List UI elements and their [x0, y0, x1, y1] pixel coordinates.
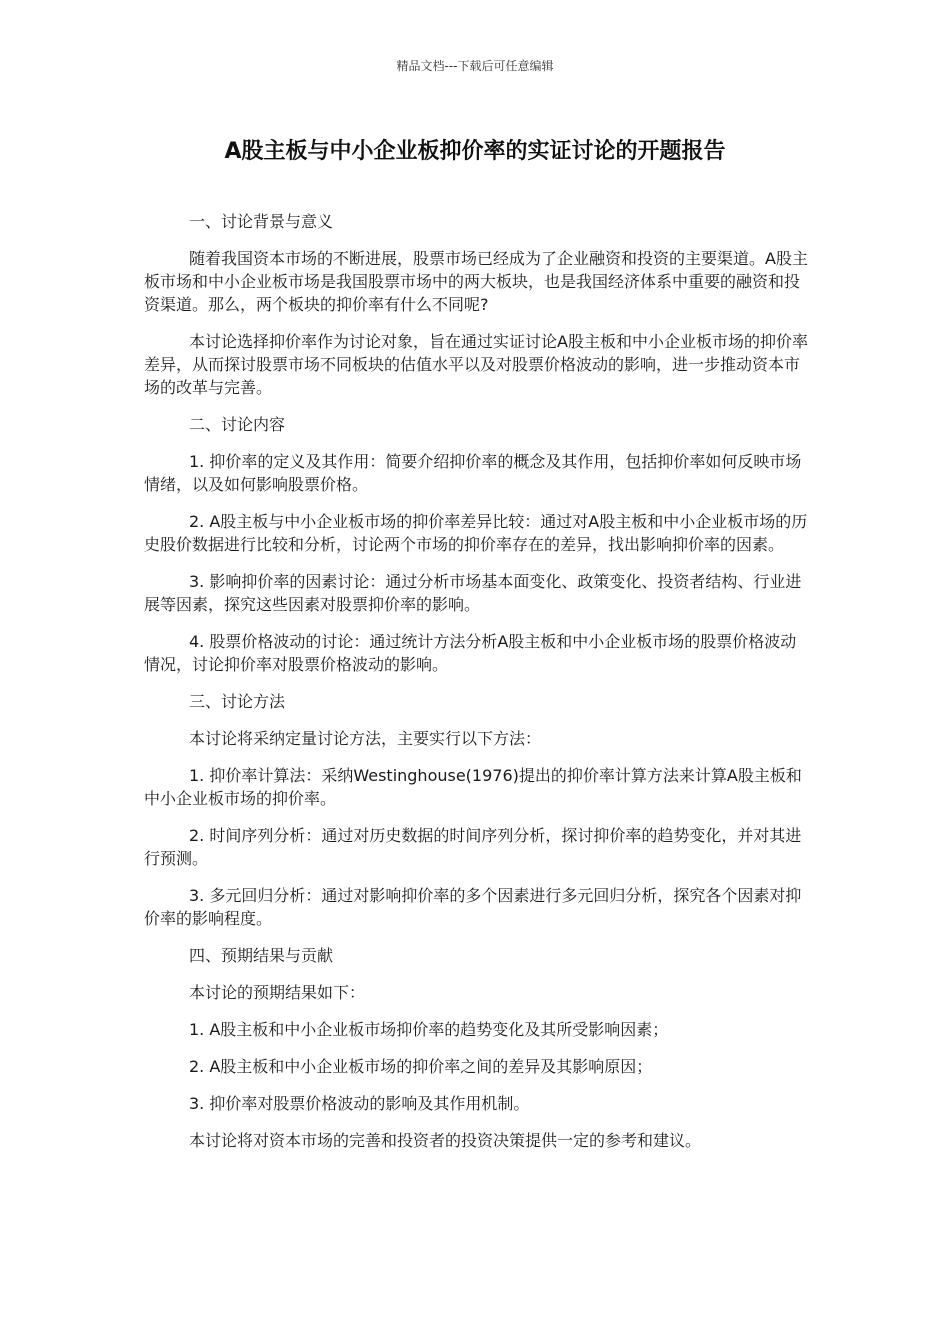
section-heading-results: 四、预期结果与贡献 [189, 946, 334, 965]
list-item: 2. A股主板和中小企业板市场的抑价率之间的差异及其影响原因； [189, 1057, 653, 1076]
paragraph: 本讨论选择抑价率作为讨论对象，旨在通过实证讨论A股主板和中小企业板市场的抑价率差异，从而探讨股票市场不同板块的估值水平以及对股票价格波动的影响，进一步推动资本市场的改革与完善。 [144, 332, 808, 397]
list-item: 1. A股主板和中小企业板市场抑价率的趋势变化及其所受影响因素； [189, 1020, 669, 1039]
list-item: 3. 抑价率对股票价格波动的影响及其作用机制。 [189, 1094, 530, 1113]
list-item: 3. 多元回归分析：通过对影响抑价率的多个因素进行多元回归分析，探究各个因素对抑价率的影响程度。 [144, 886, 802, 928]
paragraph: 本讨论的预期结果如下： [189, 983, 366, 1002]
list-item: 4. 股票价格波动的讨论：通过统计方法分析A股主板和中小企业板市场的股票价格波动情况，讨论抑价率对股票价格波动的影响。 [144, 632, 797, 674]
list-item: 2. A股主板与中小企业板市场的抑价率差异比较：通过对A股主板和中小企业板市场的历史股价数据进行比较和分析，讨论两个市场的抑价率存在的差异，找出影响抑价率的因素。 [144, 512, 808, 554]
list-item: 1. 抑价率的定义及其作用：简要介绍抑价率的概念及其作用，包括抑价率如何反映市场情绪，以及如何影响股票价格。 [144, 452, 802, 494]
list-item: 2. 时间序列分析：通过对历史数据的时间序列分析，探讨抑价率的趋势变化，并对其进行预测。 [144, 826, 802, 868]
paragraph: 本讨论将采纳定量讨论方法，主要实行以下方法： [189, 729, 542, 748]
paragraph: 本讨论将对资本市场的完善和投资者的投资决策提供一定的参考和建议。 [189, 1131, 702, 1150]
section-heading-method: 三、讨论方法 [189, 692, 286, 711]
document-body [144, 210, 812, 1166]
document-title: A股主板与中小企业板抑价率的实证讨论的开题报告 [224, 139, 726, 164]
section-heading-background: 一、讨论背景与意义 [189, 212, 334, 231]
paragraph: 随着我国资本市场的不断进展，股票市场已经成为了企业融资和投资的主要渠道。A股主板市场和中小企业板市场是我国股票市场中的两大板块，也是我国经济体系中重要的融资和投资渠道。那么，两个板块的抑价率有什么不同呢? [144, 249, 808, 314]
header-note: 精品文档---下载后可任意编辑 [396, 59, 554, 73]
list-item: 3. 影响抑价率的因素讨论：通过分析市场基本面变化、政策变化、投资者结构、行业进展等因素，探究这些因素对股票抑价率的影响。 [144, 572, 802, 614]
section-heading-content: 二、讨论内容 [189, 415, 286, 434]
list-item: 1. 抑价率计算法：采纳Westinghouse(1976)提出的抑价率计算方法来计算A股主板和中小企业板市场的抑价率。 [144, 766, 802, 808]
